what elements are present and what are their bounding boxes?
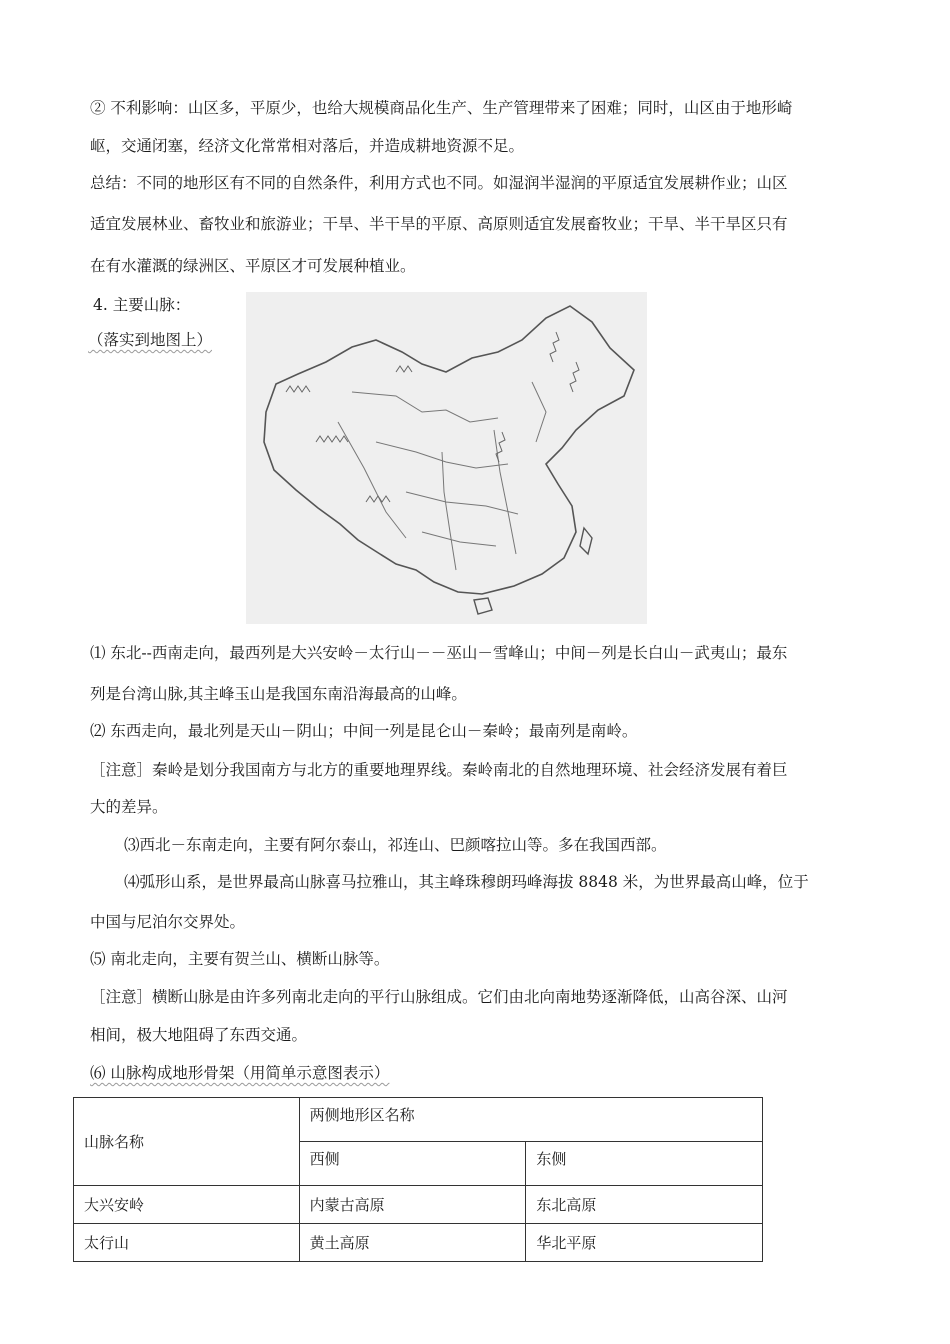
row-east: 华北平原 (526, 1224, 763, 1262)
note2-line1: ［注意］横断山脉是由许多列南北走向的平行山脉组成。它们由北向南地势逐渐降低，山高谷深、山河 (90, 988, 788, 1006)
summary-line1: 总结：不同的地形区有不同的自然条件，利用方式也不同。如湿润半湿润的平原适宜发展耕作业；山区 (90, 174, 788, 192)
table-row (74, 1224, 763, 1262)
china-border (264, 306, 634, 594)
china-outline-drawing (246, 292, 647, 624)
row-west: 内蒙古高原 (299, 1186, 526, 1224)
header-side-regions: 两侧地形区名称 (299, 1098, 762, 1142)
header-west: 西侧 (299, 1142, 526, 1186)
row-mountain: 大兴安岭 (74, 1186, 300, 1224)
item1-line2: 列是台湾山脉,其主峰玉山是我国东南沿海最高的山峰。 (90, 685, 467, 703)
section4-heading: 4. 主要山脉： (93, 296, 191, 314)
item6: ⑹ 山脉构成地形骨架（用简单示意图表示） (90, 1064, 390, 1082)
taiwan-island (580, 528, 592, 554)
item5: ⑸ 南北走向，主要有贺兰山、横断山脉等。 (90, 950, 390, 968)
summary-line2: 适宜发展林业、畜牧业和旅游业；干旱、半干旱的平原、高原则适宜发展畜牧业；干旱、半干旱区只有 (90, 215, 788, 233)
item3: ⑶西北－东南走向，主要有阿尔泰山，祁连山、巴颜喀拉山等。多在我国西部。 (124, 836, 667, 854)
note1-line1: ［注意］秦岭是划分我国南方与北方的重要地理界线。秦岭南北的自然地理环境、社会经济发展有着巨 (90, 761, 788, 779)
item4-line2: 中国与尼泊尔交界处。 (90, 913, 246, 931)
item4-line1: ⑷弧形山系，是世界最高山脉喜马拉雅山，其主峰珠穆朗玛峰海拔 8848 米，为世界最高山峰，位于 (124, 873, 809, 891)
row-west: 黄土高原 (299, 1224, 526, 1262)
header-east: 东侧 (526, 1142, 763, 1186)
item1-line1: ⑴ 东北--西南走向，最西列是大兴安岭－太行山－－巫山－雪峰山；中间－列是长白山－武夷山；最东 (90, 644, 788, 662)
province-lines (338, 382, 546, 570)
hainan-island (474, 598, 492, 614)
note1-line2: 大的差异。 (90, 798, 168, 816)
row-east: 东北高原 (526, 1186, 763, 1224)
mountain-skeleton-table (73, 1097, 763, 1262)
para1-line2: 岖，交通闭塞，经济文化常常相对落后，并造成耕地资源不足。 (90, 137, 525, 155)
para1-line1: ② 不利影响：山区多，平原少，也给大规模商品化生产、生产管理带来了困难；同时，山区由于地形崎 (90, 99, 793, 117)
row-mountain: 太行山 (74, 1224, 300, 1262)
item2: ⑵ 东西走向，最北列是天山－阴山；中间一列是昆仑山－秦岭；最南列是南岭。 (90, 722, 638, 740)
china-mountain-map (246, 292, 647, 624)
summary-line3: 在有水灌溉的绿洲区、平原区才可发展种植业。 (90, 257, 416, 275)
mountain-marks (286, 332, 579, 502)
section4-note: （落实到地图上） (88, 331, 213, 349)
note2-line2: 相间，极大地阻碍了东西交通。 (90, 1026, 308, 1044)
table-row (74, 1186, 763, 1224)
header-mountain-name: 山脉名称 (74, 1098, 300, 1186)
